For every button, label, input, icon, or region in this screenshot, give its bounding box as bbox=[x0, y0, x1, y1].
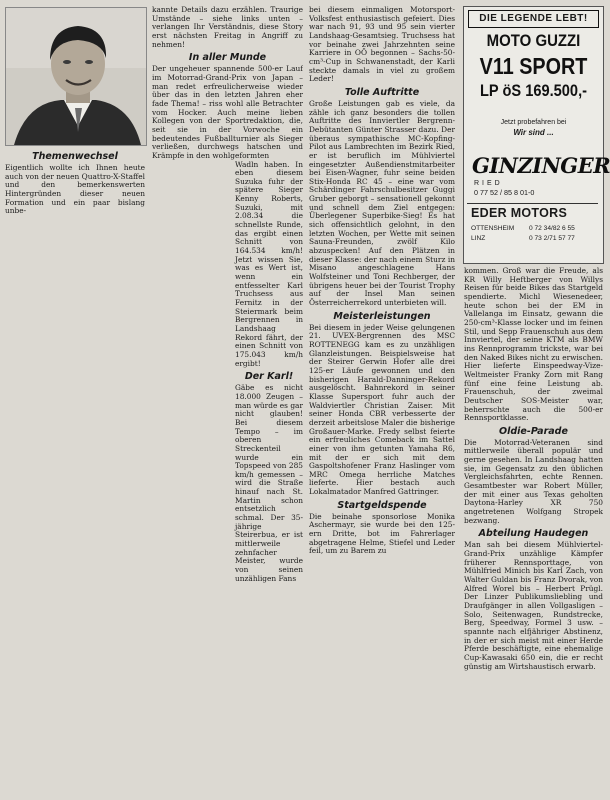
col4-p2: Man sah bei diesem Mühlviertel-Grand-Prix unzählige Kämpfer früherer Rennsporttage, von Mühlfried Minich bis Karl Zach, von Walter Guldan bis Franz Dvorak, von Alfred Worel bis – Herbert Prügl. Der Linzer Publikumsliebling und Draufgänger in allen Vollgasligen – Solo, Seitenwagen, Rundstrecke, Berg, Speedway, Formel 3 usw. – spannte nach elfjähriger Abstinenz, in der er sich meist mit einer Herde Pferde beschäftigte, eine ehemalige Cup-Kawasaki 650 ein, die er recht günstig am Wirtshaustisch erwarb. bbox=[464, 540, 603, 671]
heading-tolle-auftritte: Tolle Auftritte bbox=[344, 86, 420, 98]
heading-themenwechsel: Themenwechsel bbox=[32, 151, 118, 162]
heading-der-karl: Der Karl! bbox=[244, 371, 294, 383]
ad-top-line: DIE LEGENDE LEBT! bbox=[468, 10, 599, 28]
eder-motors-block bbox=[467, 203, 598, 260]
ad-price: LP öS 169.500,- bbox=[479, 81, 587, 100]
col3-p1: Große Leistungen gab es viele, da zähle ich ganz besonders die tollen Auftritte des Innviertler Bergrenn-Debütanten Günter Strasser dazu. Der überaus sympathische MC-Kopfing-Pilot aus Lambrechten im Bezirk Ried, er ist beruflich im Mühlviertel eingesetzter Außendienstmitarbeiter bei Eisen-Wagner, fuhr seine beiden Stix-Honda RC 45 – eine war vom Schärdinger Fahrschulbesitzer Guggi Gruber geborgt – sensationell gekonnt und schnell dem Ziel entgegen: Überlegener Superbike-Sieg! Es hat sich offensichtlich gelohnt, in den letzten Wochen, per Wette mit seinen Sauna-Freunden, zwölf Kilo abzuspecken! Auf den Plätzen in dieser Klasse: der nach einem Sturz in Misano angeschlagene Hans Wolfsteiner und Toni Rechberger, der übrigens heuer bei der Tourist Trophy auf der Insel Man seinen Österreicherrekord unterbieten will. bbox=[309, 98, 455, 307]
col2-p1-narrow: Wadln haben. In eben diesem Suzuka fuhr der spätere Sieger Kenny Roberts, Suzuki, mit 2.08.34 die schnellste Runde, das ergibt einen Schnitt von 164.534 km/h! Jetzt wissen Sie, was es Wert ist, wenn ein entfesselter Karl Truchsess aus Fernitz in der Steiermark beim Bergrennen in Landshaag Rekord fährt, der einen Schnitt von 175.043 km/h ergibt! bbox=[235, 159, 303, 368]
moto-guzzi-ad bbox=[463, 6, 610, 264]
eder-phone-1: 0 72 34/82 6 55 bbox=[529, 225, 575, 232]
dealer-phone: 0 77 52 / 85 8 01-0 bbox=[474, 188, 535, 197]
column-2 bbox=[152, 6, 303, 796]
col3-p3: Die beinahe sponsorlose Monika Aschermayr, sie wurde bei den 125-ern Dritte, bot im Fahrerlager abgetragene Helme, Stiefel und Leder feil, um zu Barem zu bbox=[309, 511, 455, 556]
eder-town-1: OTTENSHEIM bbox=[471, 225, 515, 232]
heading-meisterleistungen: Meisterleistungen bbox=[333, 310, 431, 322]
col3-p2: Bei diesem in jeder Weise gelungenen 21. UVEX-Bergrennen des MSC ROTTENEGG kam es zu unzähligen Glanzleistungen. Beispielsweise hat der Steirer Gerwin Hofer alle drei 125-er Läufe gewonnen und den bisherigen Harald-Danninger-Rekord ausgelöscht. Bahnrekord in seiner Klasse Supersport fuhr auch der Waldviertler Christian Zaiser. Mit seiner Honda CBR verbesserte der derzeit arbeitslose Maler die bisherige Großauer-Marke. Fredy selbst feierte ein erfreuliches Comeback im Sattel einer von ihm getunten Yamaha R6, mit der er sich mit dem Gaspoltshofener Franz Haslinger vom MRC Omega herrliche Matches lieferte. Hier bestach auch Lokalmatador Manfred Gattringer. bbox=[309, 322, 455, 497]
column-4 bbox=[464, 267, 603, 797]
col2-p2: Gäbe es nicht 18.000 Zeugen – man würde es gar nicht glauben! Bei diesem Tempo – im oberen Streckenteil wurde ein Topspeed von 285 km/h gemessen – wird die Straße hinauf nach St. Martin schon entsetzlich schmal. Der 35-jährige Steirerbua, er ist mittlerweile zehnfacher Meister, wurde von seinen unzähligen Fans bbox=[235, 383, 303, 583]
ad-test-line: Jetzt probefahren bei bbox=[500, 119, 567, 126]
col2-intro: kannte Details dazu erzählen. Traurige Umstände – siehe links unten – verlangen Ihr Verständnis, diese Story erst nächsten Freitag in Angriff zu nehmen! bbox=[152, 6, 303, 49]
heading-startgeldspende: Startgeldspende bbox=[337, 499, 427, 511]
col3-intro: bei diesem einmaligen Motorsport-Volksfest enthusiastisch gefeiert. Dies war nach 91, 93 und 95 sein vierter Landshaag-Gesamtsieg. Truchsess hat vor beinahe zwei Jahrzehnten seine Karriere in OÖ begonnen – Sachs-50-cm³-Cup in Schwanenstadt, der Karli steckte damals in viel zu großem Leder! bbox=[309, 6, 455, 84]
eder-town-2: LINZ bbox=[471, 235, 486, 242]
dealer-town: RIED bbox=[474, 180, 503, 187]
column-1 bbox=[5, 148, 145, 218]
ad-brand: MOTO GUZZI bbox=[486, 31, 581, 50]
eder-title: EDER MOTORS bbox=[471, 206, 568, 220]
col1-text: Eigentlich wollte ich Ihnen heute auch von der neuen Quattro-X-Staffel und den bemerkenswerten Hintergründen dieser neuen Formation und ein paar bislang unbe- bbox=[5, 163, 145, 216]
col2-p1-full: Der ungeheuer spannende 500-er Lauf im Motorrad-Grand-Prix von Japan – man redet erfreulicherweise wieder über das in den letzten Jahren eher fade Thema! – riss wohl alle Betrachter vom Hocker. Auch meine lieben Kollegen von der Sportredaktion, die, seit sie in der Vorwoche ein bedeutendes Fußballturnier als Sieger verließen, durchwegs hatschen und Krämpfe in den wohlgeformten bbox=[152, 64, 303, 160]
eder-phone-2: 0 73 2/71 57 77 bbox=[529, 235, 575, 242]
ad-model: V11 SPORT bbox=[479, 53, 588, 79]
heading-oldie-parade: Oldie-Parade bbox=[499, 425, 568, 437]
dealer-logo-ginzinger: GINZINGER bbox=[472, 153, 610, 178]
heading-abteilung-haudegen: Abteilung Haudegen bbox=[478, 528, 589, 540]
col4-p0: kommen. Groß war die Freude, als KR Willy Heftberger von Willys Reisen für beide Bikes das Startgeld spendierte. Michl Wiesenedeer, heute schon bei der EM in Vallelanga im Einsatz, gewann die 250-cm³-Klasse locker und im feinen Stil, und Sepp Frauenschuh aus dem Innviertel, der seine KTM als BMW ins Rennprogramm trickste, war bei den Naked Bikes nicht zu erwischen. Hier lieferte Einspeedway-Vize-Weltmeister Franky Zorn mit Rang fünf eine feine Leistung ab. Frauenschuh, der zweimal Deutscher SOS-Meister war, beherrschte auch die 500-er Rennsportklasse. bbox=[464, 267, 603, 423]
author-photo bbox=[5, 7, 147, 146]
heading-in-aller-munde: In aller Munde bbox=[188, 52, 267, 64]
column-3 bbox=[309, 6, 455, 796]
portrait-image bbox=[6, 8, 146, 145]
ad-wir-sind: Wir sind ... bbox=[513, 128, 554, 137]
col4-p1: Die Motorrad-Veteranen sind mittlerweile überall populär und gerne gesehen. In Landshaag hatten sie, im Gegensatz zu den üblichen Vergleichsfahrten, echte Rennen. Gesamtbester war Robert Müller, der mit einer aus Texas geholten Daytona-Harley XR 750 angetretenen Wolfgang Stropek bezwang. bbox=[464, 437, 603, 525]
col2-narrow-block bbox=[235, 161, 303, 584]
